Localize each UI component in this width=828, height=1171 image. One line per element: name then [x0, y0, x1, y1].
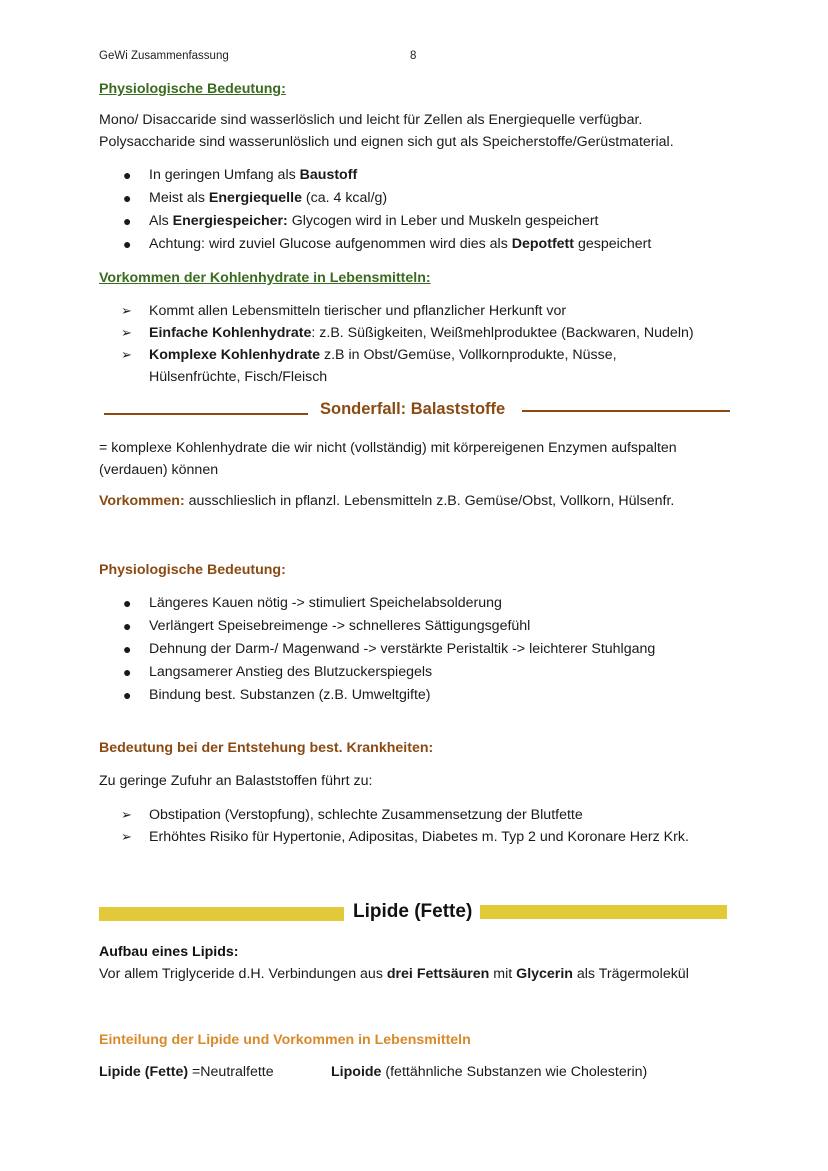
section-heading: Bedeutung bei der Entstehung best. Krankheiten:	[99, 740, 434, 756]
bullet-icon: ●	[123, 167, 132, 183]
column-neutral-fats: Lipide (Fette) =Neutralfette	[99, 1064, 274, 1080]
arrow-list	[99, 804, 739, 848]
arrow-right-icon: ➢	[121, 347, 132, 362]
bullet-icon: ●	[123, 618, 132, 634]
bullet-icon: ●	[123, 641, 132, 657]
section-physiological-meaning-fiber	[99, 559, 739, 581]
arrow-right-icon: ➢	[121, 807, 132, 822]
list-item: ● Meist als Energiequelle (ca. 4 kcal/g)	[99, 187, 739, 210]
header-title: GeWi Zusammenfassung	[99, 50, 229, 62]
lipid-classification	[99, 1029, 739, 1051]
text-line: Vor allem Triglyceride d.H. Verbindungen aus drei Fettsäuren mit Glycerin als Trägermolekül	[99, 966, 689, 982]
list-item: ➢ Kommt allen Lebensmitteln tierischer und pflanzlicher Herkunft vor	[99, 300, 739, 322]
bullet-list	[99, 164, 739, 256]
text-line: = komplexe Kohlenhydrate die wir nicht (vollständig) mit körpereigenen Enzymen aufspalten	[99, 440, 677, 456]
list-item: ● Bindung best. Substanzen (z.B. Umweltgifte)	[99, 684, 739, 707]
divider-left	[104, 413, 308, 415]
bullet-icon: ●	[123, 213, 132, 229]
label: Vorkommen:	[99, 493, 185, 509]
bullet-icon: ●	[123, 595, 132, 611]
list-item: ● In geringen Umfang als Baustoff	[99, 164, 739, 187]
section-title: Lipide (Fette)	[353, 901, 473, 922]
text-line: Mono/ Disaccaride sind wasserlöslich und leicht für Zellen als Energiequelle verfügbar.	[99, 112, 643, 128]
subheading: Aufbau eines Lipids:	[99, 944, 239, 960]
text-line: Polysaccharide sind wasserunlöslich und eignen sich gut als Speicherstoffe/Gerüstmaterial.	[99, 134, 674, 150]
list-item: ● Dehnung der Darm-/ Magenwand -> verstärkte Peristaltik -> leichterer Stuhlgang	[99, 638, 739, 661]
arrow-right-icon: ➢	[121, 303, 132, 318]
bullet-list	[99, 592, 739, 707]
list-item: ➢ Erhöhtes Risiko für Hypertonie, Adipositas, Diabetes m. Typ 2 und Koronare Herz Krk.	[99, 826, 739, 848]
definition	[99, 437, 739, 481]
list-item: ➢ Einfache Kohlenhydrate: z.B. Süßigkeiten, Weißmehlproduktee (Backwaren, Nudeln)	[99, 322, 739, 344]
arrow-right-icon: ➢	[121, 829, 132, 844]
list-item: ● Längeres Kauen nötig -> stimuliert Speichelabsolderung	[99, 592, 739, 615]
section-heading: Physiologische Bedeutung:	[99, 81, 286, 97]
column-lipoids: Lipoide (fettähnliche Substanzen wie Cholesterin)	[331, 1064, 648, 1080]
occurrence-line: Vorkommen: ausschlieslich in pflanzl. Lebensmitteln z.B. Gemüse/Obst, Vollkorn, Hülsenfr.	[99, 493, 675, 509]
text-line: (verdauen) können	[99, 462, 219, 478]
arrow-right-icon: ➢	[121, 325, 132, 340]
bullet-icon: ●	[123, 687, 132, 703]
bullet-icon: ●	[123, 190, 132, 206]
subheading: Einteilung der Lipide und Vorkommen in Lebensmitteln	[99, 1032, 471, 1048]
subsection-title: Sonderfall: Balaststoffe	[320, 400, 506, 418]
list-item: ● Achtung: wird zuviel Glucose aufgenommen wird dies als Depotfett gespeichert	[99, 233, 739, 256]
section-diseases	[99, 737, 739, 759]
list-item: ● Als Energiespeicher: Glycogen wird in Leber und Muskeln gespeichert	[99, 210, 739, 233]
highlight-bar-right	[480, 905, 727, 919]
divider-right	[522, 410, 730, 412]
list-item: ● Verlängert Speisebreimenge -> schnelleres Sättigungsgefühl	[99, 615, 739, 638]
section-heading: Physiologische Bedeutung:	[99, 562, 286, 578]
list-item: ● Langsamerer Anstieg des Blutzuckerspiegels	[99, 661, 739, 684]
section-heading: Vorkommen der Kohlenhydrate in Lebensmitteln:	[99, 270, 431, 286]
section-physiological-meaning	[99, 78, 739, 100]
text-line: Zu geringe Zufuhr an Balaststoffen führt zu:	[99, 773, 373, 789]
arrow-list	[99, 300, 739, 388]
highlight-bar-left	[99, 907, 344, 921]
page-number: 8	[410, 50, 417, 62]
paragraph	[99, 109, 739, 153]
list-item: ➢ Komplexe Kohlenhydrate z.B in Obst/Gemüse, Vollkornprodukte, Nüsse, Hülsenfrüchte, Fisch/Fleisch	[99, 344, 739, 388]
bullet-icon: ●	[123, 664, 132, 680]
lipid-structure	[99, 941, 739, 985]
section-occurrence	[99, 267, 739, 289]
paragraph	[99, 770, 739, 792]
bullet-icon: ●	[123, 236, 132, 252]
list-item: ➢ Obstipation (Verstopfung), schlechte Zusammensetzung der Blutfette	[99, 804, 739, 826]
